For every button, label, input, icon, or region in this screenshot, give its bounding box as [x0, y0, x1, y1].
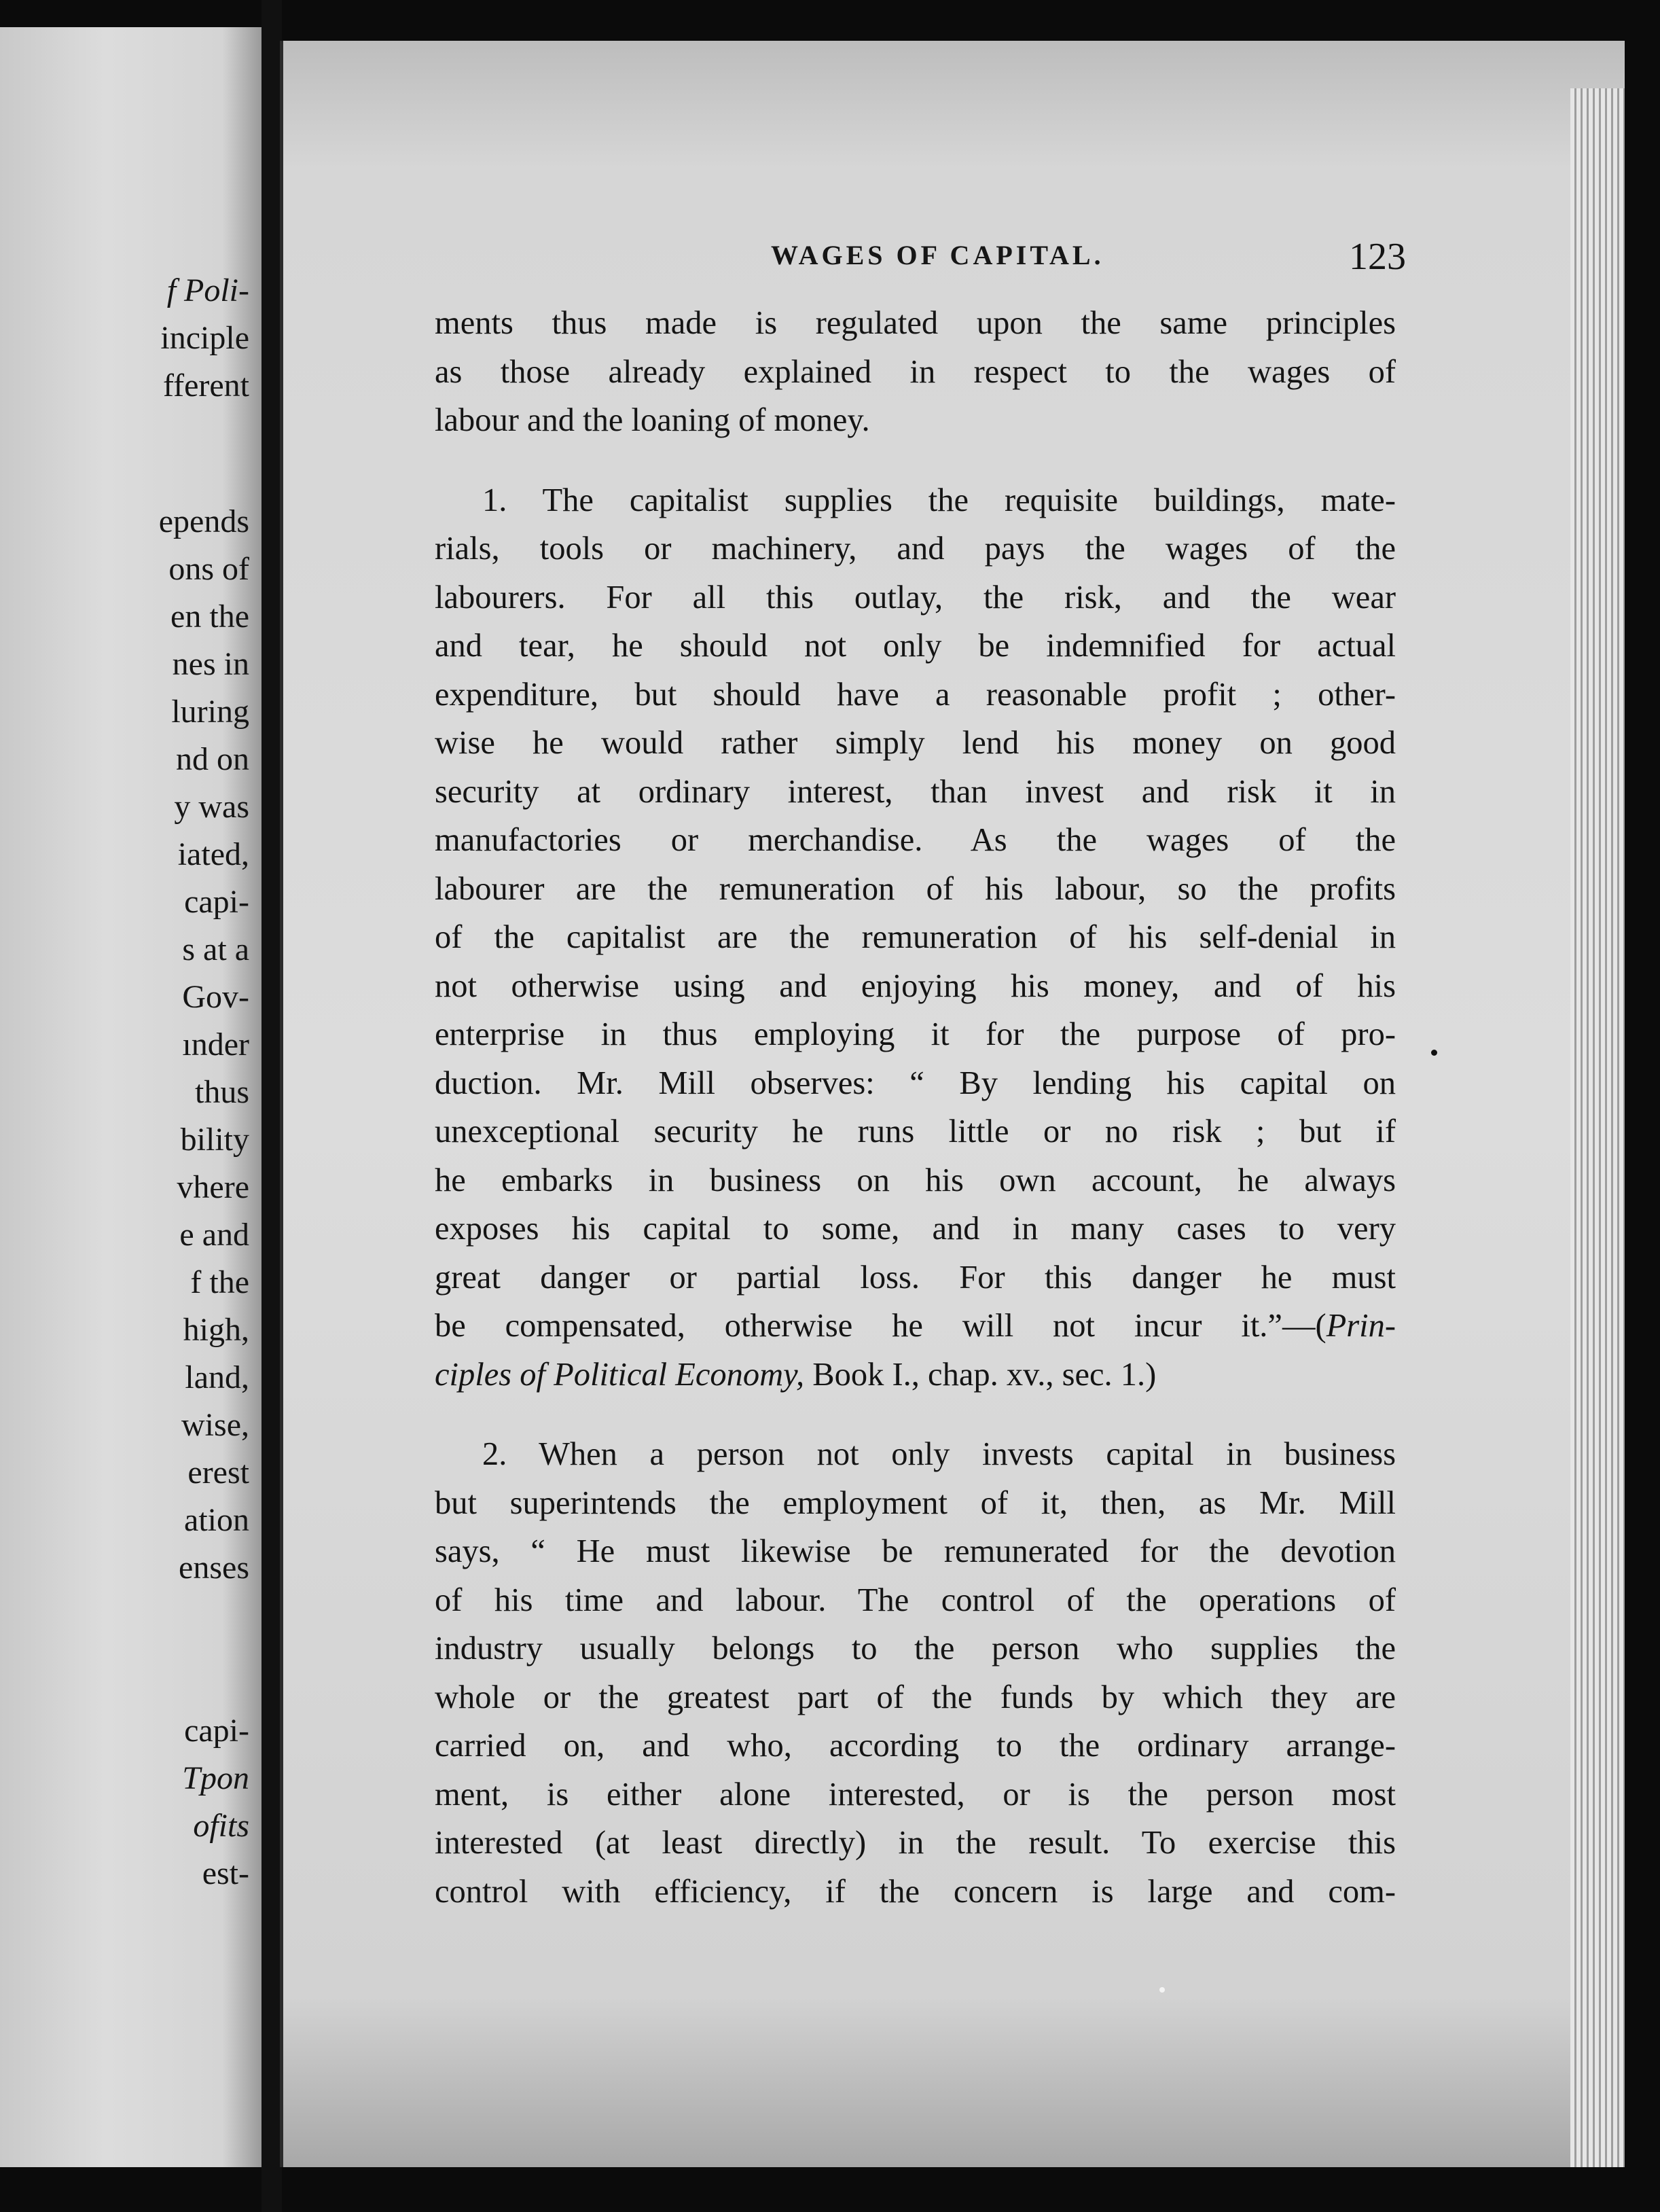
text-line: labour and the loaning of money. — [435, 402, 870, 438]
left-page-fragment: inciple — [160, 320, 249, 356]
page-edges — [1570, 88, 1625, 2167]
left-page-fragment: capi- — [184, 884, 249, 920]
left-page-fragment: en the — [170, 599, 249, 635]
text-line: labourers. For all this outlay, the risk, and the wear — [435, 579, 1396, 616]
left-page-fragment: luring — [171, 694, 249, 730]
left-page-fragment: thus — [194, 1074, 249, 1110]
left-page-fragment: est- — [202, 1855, 249, 1891]
text-line: whole or the greatest part of the funds by which they are — [435, 1679, 1396, 1715]
running-head — [486, 236, 1406, 287]
paragraph-gap — [435, 1399, 1396, 1430]
paper-speck — [1159, 1987, 1165, 1993]
text-line: enterprise in thus employing it for the purpose of pro- — [435, 1016, 1396, 1052]
text-line: ments thus made is regulated upon the same principles — [435, 305, 1396, 341]
text-line: security at ordinary interest, than invest and risk it in — [435, 773, 1396, 810]
text-line: ment, is either alone interested, or is the person most — [435, 1776, 1396, 1813]
text-line: control with efficiency, if the concern is large and com- — [435, 1873, 1396, 1910]
left-page-fragment: f Poli- — [166, 272, 249, 308]
left-page-fragment: enses — [179, 1550, 249, 1586]
left-page-fragment: high, — [183, 1312, 249, 1348]
text-line: 2. When a person not only invests capital in business — [482, 1436, 1396, 1472]
text-line: rials, tools or machinery, and pays the wages of the — [435, 531, 1396, 567]
running-title: WAGES OF CAPITAL. — [771, 240, 1104, 270]
left-page-fragment: Gov- — [182, 979, 249, 1015]
left-page-fragment: land, — [185, 1359, 249, 1395]
left-page-fragment: ınder — [182, 1027, 249, 1063]
citation-italic: Prin- — [1326, 1308, 1396, 1344]
text-line: and tear, he should not only be indemnified for actual — [435, 628, 1396, 664]
left-page-fragment: iated, — [177, 836, 249, 872]
left-page-fragment: vhere — [177, 1169, 249, 1205]
left-page-fragment: capi- — [184, 1713, 249, 1749]
left-page-fragment: s at a — [182, 931, 249, 967]
text-line: unexceptional security he runs little or no risk ; but if — [435, 1113, 1396, 1149]
citation-italic: ciples of Political Economy, — [435, 1356, 805, 1393]
text-line: carried on, and who, according to the ordinary arrange- — [435, 1728, 1396, 1764]
text-line — [435, 1302, 1396, 1351]
text-line: duction. Mr. Mill observes: “ By lending his capital on — [435, 1065, 1396, 1101]
text-line: not otherwise using and enjoying his money, and of his — [435, 967, 1396, 1004]
text-line: as those already explained in respect to the wages of — [435, 353, 1396, 390]
left-page-fragment: ons of — [168, 551, 249, 587]
left-page-fragment: bility — [180, 1122, 249, 1158]
left-page-fragment: ofits — [193, 1808, 249, 1844]
left-page-fragment: Tpon — [182, 1760, 249, 1796]
left-facing-page — [0, 27, 266, 2167]
left-page-fragment: f the — [190, 1264, 249, 1300]
left-page-fragment: fferent — [162, 368, 249, 404]
text-line: wise he would rather simply lend his money on good — [435, 725, 1396, 761]
text-line: of the capitalist are the remuneration of his self-denial in — [435, 919, 1396, 955]
text-line: says, “ He must likewise be remunerated for the devotion — [435, 1533, 1396, 1569]
text-line: 1. The capitalist supplies the requisite buildings, mate- — [482, 482, 1396, 518]
text-line: interested (at least directly) in the result. To exercise this — [435, 1825, 1396, 1861]
left-page-fragment: erest — [187, 1455, 249, 1491]
text-run: be compensated, otherwise he will not incur it.”—( — [435, 1308, 1327, 1344]
text-line: industry usually belongs to the person who supplies the — [435, 1630, 1396, 1666]
left-page-fragment: y was — [174, 789, 249, 825]
page-number: 123 — [1349, 236, 1406, 278]
left-page-fragment: ation — [184, 1502, 249, 1538]
paragraph-gap — [435, 445, 1396, 476]
left-page-fragment: e and — [179, 1217, 249, 1253]
stray-ink-dot — [1431, 1050, 1437, 1056]
left-page-fragment: epends — [158, 503, 249, 539]
page-body-text — [435, 299, 1396, 1916]
left-page-fragment: nes in — [172, 646, 249, 682]
text-line: great danger or partial loss. For this danger he must — [435, 1259, 1396, 1296]
text-line: of his time and labour. The control of the operations of — [435, 1582, 1396, 1618]
text-run: Book I., chap. xv., sec. 1.) — [804, 1356, 1157, 1393]
text-line: labourer are the remuneration of his labour, so the profits — [435, 870, 1396, 907]
text-line: he embarks in business on his own account, he always — [435, 1162, 1396, 1198]
text-line: but superintends the employment of it, then, as Mr. Mill — [435, 1484, 1396, 1521]
book-gutter — [261, 0, 282, 2212]
left-page-fragment: nd on — [176, 741, 249, 777]
text-line: expenditure, but should have a reasonable profit ; other- — [435, 676, 1396, 713]
text-line — [435, 1351, 1396, 1399]
left-page-fragment: wise, — [181, 1407, 249, 1443]
text-line: manufactories or merchandise. As the wages of the — [435, 822, 1396, 858]
text-line: exposes his capital to some, and in many cases to very — [435, 1211, 1396, 1247]
